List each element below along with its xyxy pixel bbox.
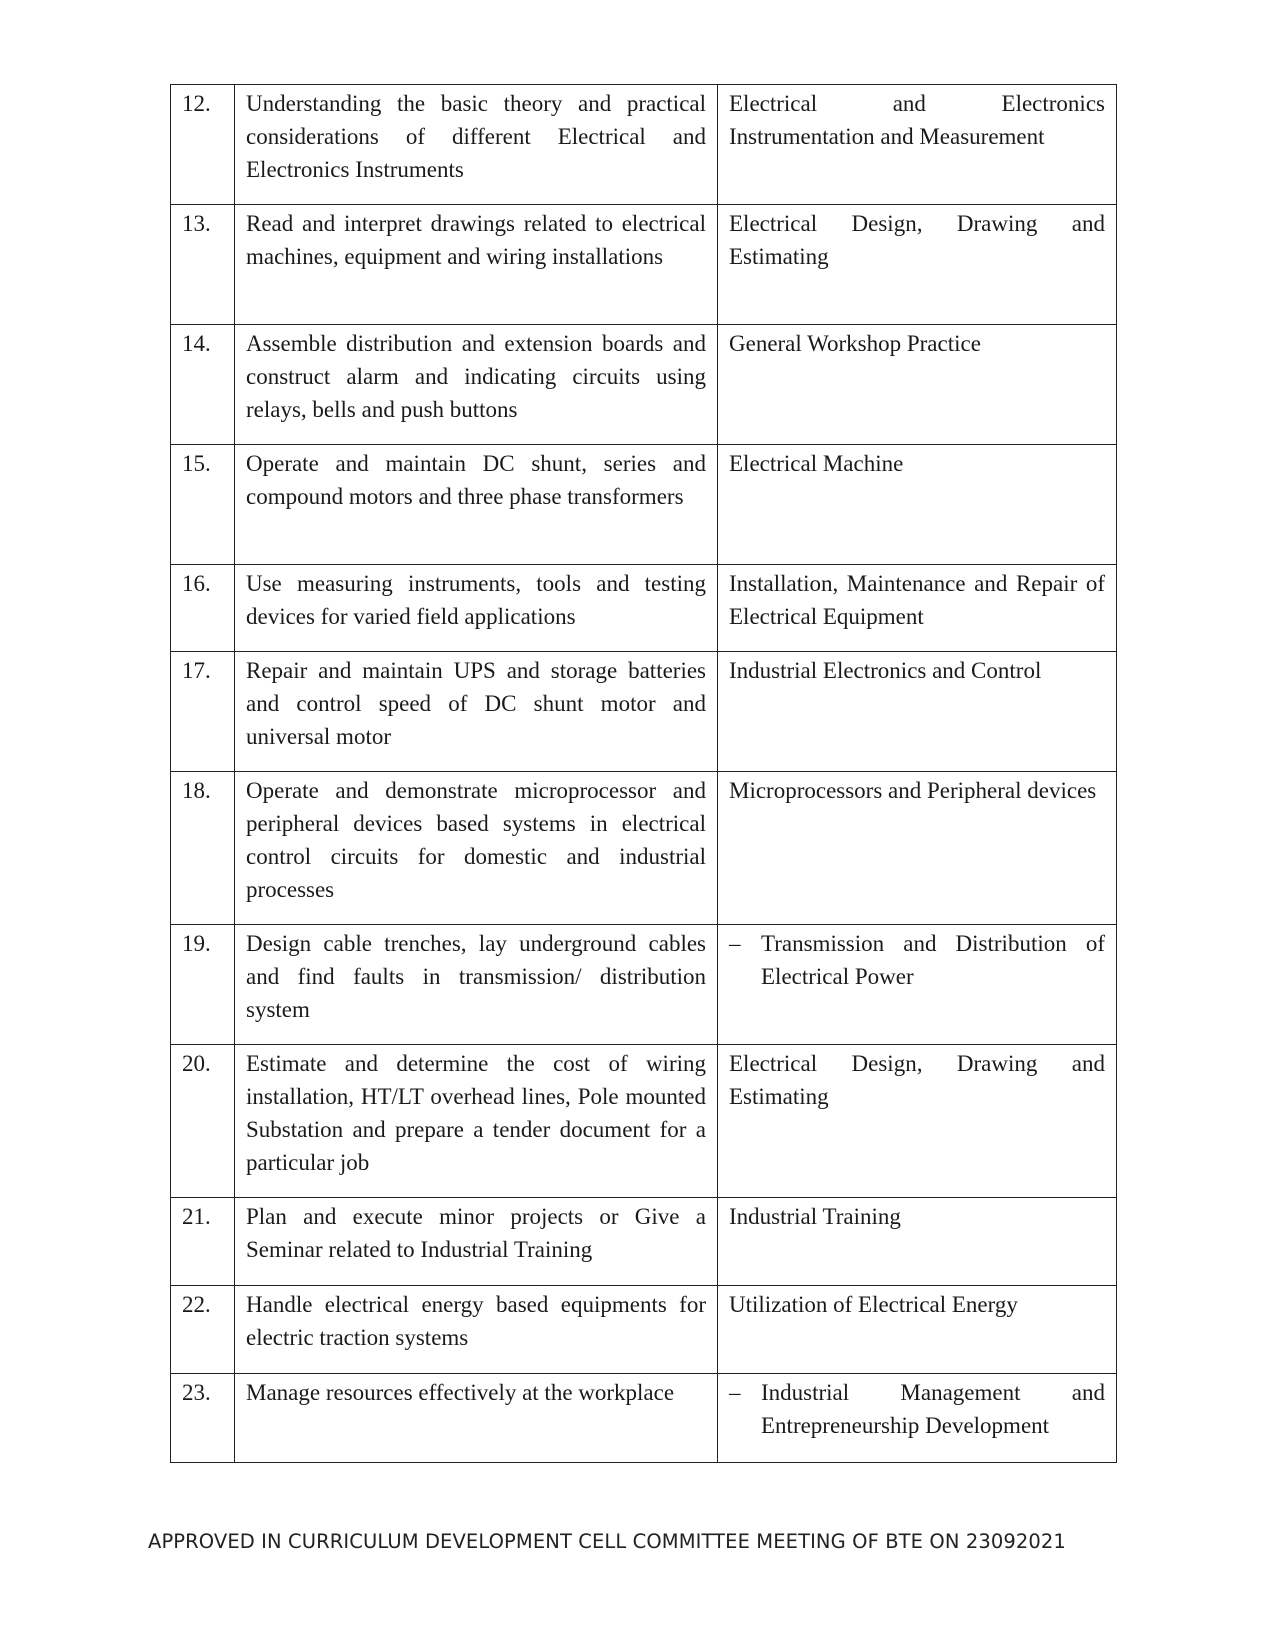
table-row bbox=[171, 565, 1117, 652]
row-number: 21. bbox=[171, 1198, 235, 1286]
subject-bullet-item bbox=[729, 1376, 1105, 1442]
subject-cell: Electrical Design, Drawing and Estimating bbox=[718, 205, 1117, 325]
subject-cell: Electrical and Electronics Instrumentation and Measurement bbox=[718, 85, 1117, 205]
dash-bullet: – bbox=[729, 931, 741, 956]
competency-subject-table bbox=[170, 84, 1117, 1463]
row-number: 17. bbox=[171, 652, 235, 772]
subject-cell: Microprocessors and Peripheral devices bbox=[718, 772, 1117, 925]
table-row bbox=[171, 85, 1117, 205]
row-number: 16. bbox=[171, 565, 235, 652]
competency-cell: Understanding the basic theory and practical considerations of different Electrical and Electronics Instruments bbox=[235, 85, 718, 205]
competency-cell: Handle electrical energy based equipments for electric traction systems bbox=[235, 1286, 718, 1374]
subject-cell bbox=[718, 1374, 1117, 1463]
competency-cell: Read and interpret drawings related to electrical machines, equipment and wiring installations bbox=[235, 205, 718, 325]
competency-cell: Estimate and determine the cost of wiring installation, HT/LT overhead lines, Pole mounted Substation and prepare a tender document for a particular job bbox=[235, 1045, 718, 1198]
row-number: 13. bbox=[171, 205, 235, 325]
row-number: 12. bbox=[171, 85, 235, 205]
competency-cell: Manage resources effectively at the workplace bbox=[235, 1374, 718, 1463]
competency-cell: Design cable trenches, lay underground cables and find faults in transmission/ distribution system bbox=[235, 925, 718, 1045]
approval-footer: APPROVED IN CURRICULUM DEVELOPMENT CELL COMMITTEE MEETING OF BTE ON 23092021 bbox=[148, 1530, 1066, 1553]
row-number: 22. bbox=[171, 1286, 235, 1374]
table-row bbox=[171, 1198, 1117, 1286]
subject-bullet-list bbox=[729, 927, 1105, 993]
subject-text: Transmission and Distribution of Electrical Power bbox=[761, 931, 1105, 989]
table-row bbox=[171, 925, 1117, 1045]
row-number: 19. bbox=[171, 925, 235, 1045]
row-number: 23. bbox=[171, 1374, 235, 1463]
table-row bbox=[171, 1374, 1117, 1463]
subject-bullet-list bbox=[729, 1376, 1105, 1442]
competency-cell: Use measuring instruments, tools and testing devices for varied field applications bbox=[235, 565, 718, 652]
subject-cell bbox=[718, 925, 1117, 1045]
row-number: 20. bbox=[171, 1045, 235, 1198]
subject-bullet-item bbox=[729, 927, 1105, 993]
subject-cell: Electrical Machine bbox=[718, 445, 1117, 565]
row-number: 15. bbox=[171, 445, 235, 565]
table-row bbox=[171, 1045, 1117, 1198]
subject-text: Industrial Management and Entrepreneurship Development bbox=[761, 1380, 1105, 1438]
row-number: 18. bbox=[171, 772, 235, 925]
competency-cell: Operate and demonstrate microprocessor and peripheral devices based systems in electrical control circuits for domestic and industrial processes bbox=[235, 772, 718, 925]
subject-cell: Utilization of Electrical Energy bbox=[718, 1286, 1117, 1374]
subject-cell: Industrial Training bbox=[718, 1198, 1117, 1286]
competency-cell: Plan and execute minor projects or Give a Seminar related to Industrial Training bbox=[235, 1198, 718, 1286]
table-row bbox=[171, 1286, 1117, 1374]
row-number: 14. bbox=[171, 325, 235, 445]
dash-bullet: – bbox=[729, 1380, 741, 1405]
competency-cell: Repair and maintain UPS and storage batteries and control speed of DC shunt motor and universal motor bbox=[235, 652, 718, 772]
competency-cell: Operate and maintain DC shunt, series and compound motors and three phase transformers bbox=[235, 445, 718, 565]
subject-cell: Installation, Maintenance and Repair of Electrical Equipment bbox=[718, 565, 1117, 652]
table-row bbox=[171, 445, 1117, 565]
table-row bbox=[171, 772, 1117, 925]
subject-cell: Industrial Electronics and Control bbox=[718, 652, 1117, 772]
table-row bbox=[171, 205, 1117, 325]
table-row bbox=[171, 652, 1117, 772]
table-row bbox=[171, 325, 1117, 445]
competency-cell: Assemble distribution and extension boards and construct alarm and indicating circuits using relays, bells and push buttons bbox=[235, 325, 718, 445]
subject-cell: General Workshop Practice bbox=[718, 325, 1117, 445]
subject-cell: Electrical Design, Drawing and Estimating bbox=[718, 1045, 1117, 1198]
